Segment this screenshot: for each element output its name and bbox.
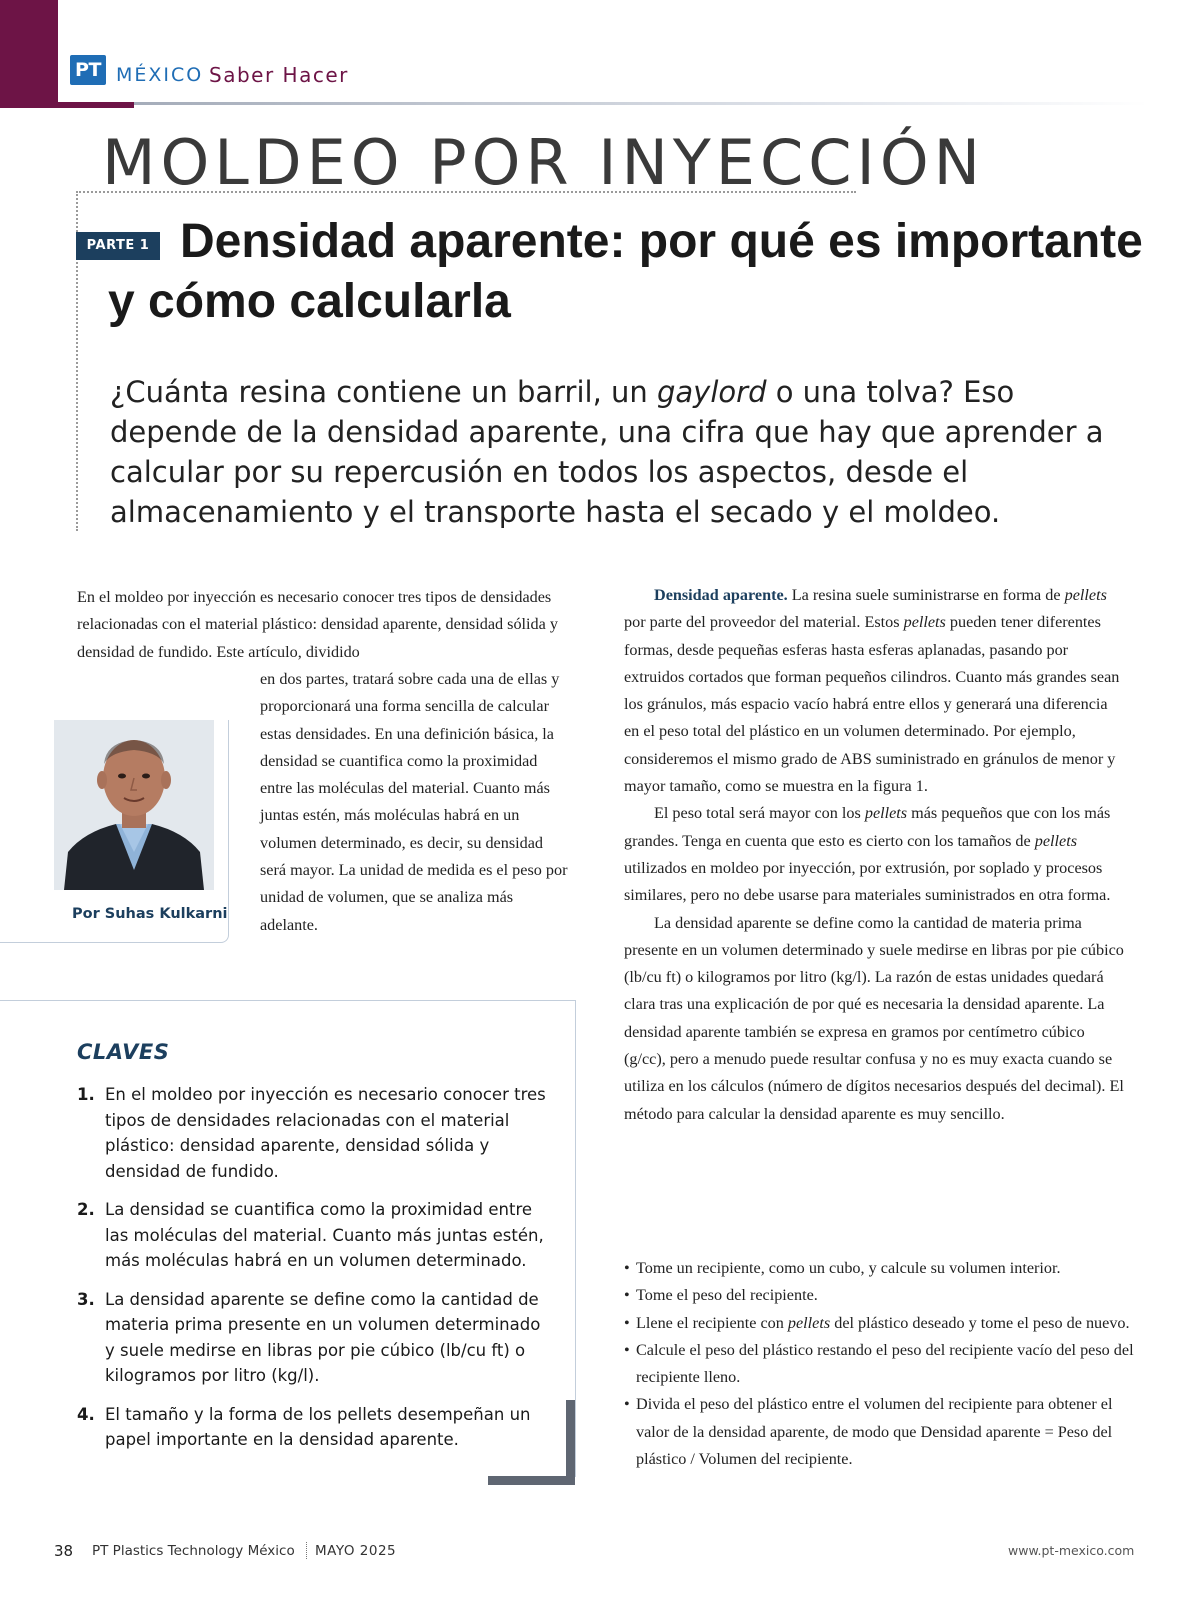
paragraph-lead: Densidad aparente. bbox=[654, 586, 788, 604]
intro-paragraph-top: En el moldeo por inyección es necesario conocer tres tipos de densidades relacionadas con el material plástico: densidad aparente, densidad sólida y densidad de fundido. Este artículo, dividido bbox=[77, 588, 558, 661]
author-byline: Por Suhas Kulkarni bbox=[72, 906, 228, 922]
clave-text: La densidad se cuantifica como la proximidad entre las moléculas del material. Cuanto más juntas estén, más moléculas habrá en un volumen determinado. bbox=[105, 1200, 544, 1270]
emphasis: pellets bbox=[787, 1313, 831, 1332]
emphasis: pellets bbox=[1064, 586, 1107, 604]
section-title: MOLDEO POR INYECCIÓN bbox=[102, 126, 985, 199]
step-item: • Tome un recipiente, como un cubo, y calcule su volumen interior. bbox=[624, 1255, 1144, 1282]
clave-text: La densidad aparente se define como la cantidad de materia prima presente en un volumen determinado y suele medirse en libras por pie cúbico (lb/cu ft) o kilogramos por litro (kg/l). bbox=[105, 1289, 541, 1385]
clave-item bbox=[77, 1287, 547, 1389]
intro-paragraph-rest: en dos partes, tratará sobre cada una de ellas y proporcionará una forma sencilla de calcular estas densidades. En una definición básica, la densidad se cuantifica como la proximidad entre las moléculas del material. Cuanto más juntas estén, más moléculas habrá en un volumen determinado, es decir, su densidad será mayor. La unidad de medida es el peso por unidad de volumen, que se analiza más adelante. bbox=[260, 670, 568, 934]
claves-list bbox=[77, 1082, 547, 1466]
clave-number: 1. bbox=[77, 1085, 95, 1104]
header-rule bbox=[58, 102, 1148, 105]
deck-text: ¿Cuánta resina contiene un barril, un bbox=[110, 375, 657, 409]
deck-text-end: o una tolva? Eso depende de la densidad aparente, una cifra que hay que aprender a calcular por su repercusión en todos los aspectos, desde el almacenamiento y el transporte hasta el secado y el moldeo. bbox=[110, 375, 1104, 529]
clave-number: 2. bbox=[77, 1200, 95, 1219]
paragraph-densidad-aparente bbox=[624, 582, 1124, 800]
author-photo bbox=[54, 720, 214, 890]
step-item: • Tome el peso del recipiente. bbox=[624, 1282, 1144, 1309]
clave-text: En el moldeo por inyección es necesario conocer tres tipos de densidades relacionadas con el material plástico: densidad aparente, densidad sólida y densidad de fundido. bbox=[105, 1085, 546, 1181]
clave-item bbox=[77, 1082, 547, 1184]
text-run: Llene el recipiente con bbox=[636, 1313, 788, 1332]
header-country: MÉXICO bbox=[116, 64, 204, 86]
dotted-frame-top bbox=[76, 191, 856, 193]
text-run: La resina suele suministrarse en forma de bbox=[787, 586, 1065, 604]
paragraph-definicion: La densidad aparente se define como la cantidad de materia prima presente en un volumen determinado y suele medirse en libras por pie cúbico (lb/cu ft) o kilogramos por litro (kg/l). La razón de estas unidades quedará clara tras una explicación de por qué es necesaria la densidad aparente. La densidad aparente también se expresa en gramos por centímetro cúbico (g/cc), pero a menudo puede resultar confusa y no es muy exacta cuando se utiliza en los cálculos (número de dígitos necesarios después del decimal). El método para calcular la densidad aparente es muy sencillo. bbox=[624, 913, 1124, 1123]
footer-separator bbox=[306, 1542, 307, 1559]
step-item: • Divida el peso del plástico entre el volumen del recipiente para obtener el valor de la densidad aparente, de modo que Densidad aparente = Peso del plástico / Volumen del recipiente. bbox=[624, 1391, 1144, 1473]
emphasis: pellets bbox=[903, 613, 946, 632]
claves-shadow-vertical bbox=[566, 1400, 575, 1482]
clave-item bbox=[77, 1197, 547, 1274]
deck-emphasis: gaylord bbox=[657, 375, 767, 409]
text-run: pueden tener diferentes formas, desde pequeñas esferas hasta esferas aplanadas, pasando por extruidos cortados que forman pequeños cilindros. Cuanto más grandes sean los gránulos, más espacio vacío habrá entre ellos y generará una diferencia en el peso total del plástico en un volumen determinado. Por ejemplo, consideremos el mismo grado de ABS suministrado en gránulos de menor y mayor tamaño, como se muestra en la figura 1. bbox=[624, 613, 1120, 796]
issue-date: MAYO 2025 bbox=[315, 1543, 397, 1559]
paragraph-peso-total bbox=[624, 800, 1124, 909]
headline-line-2: y cómo calcularla bbox=[108, 275, 511, 328]
step-item: • Calcule el peso del plástico restando el peso del recipiente vacío del peso del recipiente lleno. bbox=[624, 1337, 1144, 1392]
clave-text: El tamaño y la forma de los pellets desempeñan un papel importante en la densidad aparente. bbox=[105, 1404, 531, 1449]
website-url: www.pt-mexico.com bbox=[1008, 1543, 1135, 1558]
publication-name: PT Plastics Technology México bbox=[92, 1543, 295, 1559]
step-item bbox=[624, 1310, 1144, 1337]
clave-item bbox=[77, 1402, 547, 1453]
page-number: 38 bbox=[54, 1542, 74, 1560]
text-run: por parte del proveedor del material. Estos bbox=[624, 613, 904, 632]
article-deck bbox=[110, 372, 1120, 532]
emphasis: pellets bbox=[864, 804, 908, 823]
claves-shadow-horizontal bbox=[488, 1476, 575, 1485]
pt-logo: PT bbox=[70, 55, 106, 85]
header-brand-bar bbox=[0, 0, 58, 108]
author-portrait-image bbox=[54, 720, 214, 890]
text-run: más pequeños que con los más grandes. Tenga en cuenta que esto es cierto con los tamaños de bbox=[624, 804, 1111, 850]
clave-number: 4. bbox=[77, 1404, 95, 1424]
claves-title: CLAVES bbox=[77, 1040, 170, 1064]
clave-number: 3. bbox=[77, 1289, 95, 1309]
article-headline bbox=[108, 212, 1178, 332]
text-run: utilizados en moldeo por inyección, por extrusión, por soplado y procesos similares, pero no debe usarse para materiales suministrados en otra forma. bbox=[624, 858, 1111, 905]
text-run: del plástico deseado y tome el peso de nuevo. bbox=[830, 1313, 1130, 1332]
right-column bbox=[624, 582, 1124, 1128]
text-run: El peso total será mayor con los bbox=[654, 804, 865, 823]
header-accent bbox=[58, 102, 134, 108]
header-section: Saber Hacer bbox=[209, 63, 349, 87]
headline-line-1: Densidad aparente: por qué es importante bbox=[180, 215, 1143, 268]
part-badge: PARTE 1 bbox=[76, 232, 160, 260]
steps-list bbox=[624, 1255, 1144, 1473]
emphasis: pellets bbox=[1034, 831, 1078, 850]
